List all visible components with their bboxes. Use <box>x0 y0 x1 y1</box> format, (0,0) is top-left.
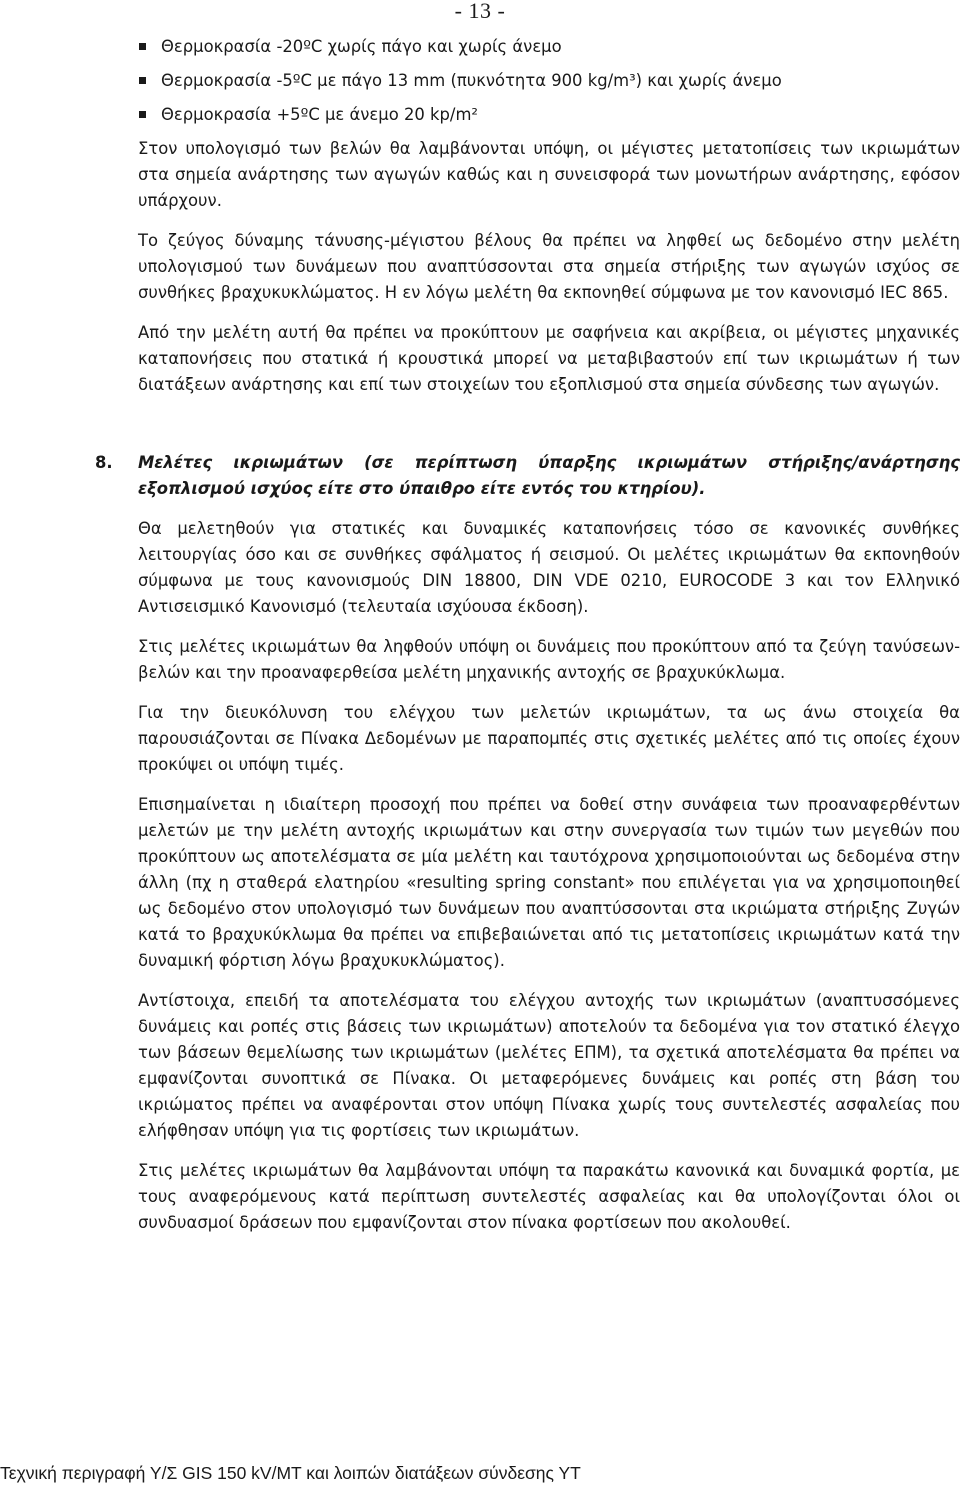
square-bullet-icon <box>139 77 146 84</box>
document-body <box>95 34 960 1250</box>
paragraph: Για την διευκόλυνση του ελέγχου των μελετών ικριωμάτων, τα ως άνω στοιχεία θα παρουσιάζονται σε Πίνακα Δεδομένων με παραπομπές στις σχετικές μελέτες από τις οποίες έχουν προκύψει οι υπόψη τιμές. <box>138 703 960 774</box>
paragraph: Στις μελέτες ικριωμάτων θα ληφθούν υπόψη οι δυνάμεις που προκύπτουν από τα ζεύγη τανύσεων-βελών και την προαναφερθείσα μελέτη μηχανικής αντοχής σε βραχυκύκλωμα. <box>138 637 960 682</box>
list-item-text: Θερμοκρασία +5ºC με άνεμο 20 kp/m² <box>161 105 478 124</box>
paragraph: Στις μελέτες ικριωμάτων θα λαμβάνονται υπόψη τα παρακάτω κανονικά και δυναμικά φορτία, με τους αναφερόμενους κατά περίπτωση συντελεστές ασφαλείας και θα υπολογίζονται όλοι οι συνδυασμοί δράσεων που εμφανίζονται στον πίνακα φορτίσεων που ακολουθεί. <box>138 1161 960 1232</box>
page-footer: Τεχνική περιγραφή Υ/Σ GIS 150 kV/MT και λοιπών διατάξεων σύνδεσης ΥΤ <box>0 1463 581 1483</box>
square-bullet-icon <box>139 111 146 118</box>
page-number: - 13 - <box>454 0 506 23</box>
section-title: Μελέτες ικριωμάτων (σε περίπτωση ύπαρξης ικριωμάτων στήριξης/ανάρτησης εξοπλισμού ισχύος είτε στο ύπαιθρο είτε εντός του κτηρίου). <box>138 453 960 498</box>
list-item <box>138 68 960 94</box>
paragraph: Θα μελετηθούν για στατικές και δυναμικές καταπονήσεις τόσο σε κανονικές συνθήκες λειτουργίας όσο και σε συνθήκες σφάλματος ή σεισμού. Οι μελέτες ικριωμάτων θα εκπονηθούν σύμφωνα με τους κανονισμούς DIN 18800, DIN VDE 0210, EUROCODE 3 και τον Ελληνικό Αντισεισμικό Κανονισμό (τελευταία ισχύουσα έκδοση). <box>138 519 960 616</box>
section-heading <box>95 450 960 502</box>
paragraph: Στον υπολογισμό των βελών θα λαμβάνονται υπόψη, οι μέγιστες μετατοπίσεις των ικριωμάτων στα σημεία ανάρτησης των αγωγών καθώς και η συνεισφορά των μονωτήρων ανάρτησης, εφόσον υπάρχουν. <box>138 139 960 210</box>
list-item <box>138 34 960 60</box>
list-item-text: Θερμοκρασία -5ºC με πάγο 13 mm (πυκνότητα 900 kg/m³) και χωρίς άνεμο <box>161 71 782 90</box>
paragraph: Από την μελέτη αυτή θα πρέπει να προκύπτουν με σαφήνεια και ακρίβεια, οι μέγιστες μηχανικές καταπονήσεις που στατικά ή κρουστικά μπορεί να μεταβιβαστούν επί των ικριωμάτων ή των διατάξεων ανάρτησης και επί των στοιχείων του εξοπλισμού στα σημεία σύνδεσης των αγωγών. <box>138 323 960 394</box>
list-item <box>138 102 960 128</box>
list-item-text: Θερμοκρασία -20ºC χωρίς πάγο και χωρίς άνεμο <box>161 37 562 56</box>
paragraph: Το ζεύγος δύναμης τάνυσης-μέγιστου βέλους θα πρέπει να ληφθεί ως δεδομένο στην μελέτη υπολογισμού των δυνάμεων που αναπτύσσονται στα σημεία στήριξης των αγωγών ισχύος σε συνθήκες βραχυκυκλώματος. Η εν λόγω μελέτη θα εκπονηθεί σύμφωνα με τον κανονισμό IEC 865. <box>138 231 960 302</box>
square-bullet-icon <box>139 43 146 50</box>
paragraph: Αντίστοιχα, επειδή τα αποτελέσματα του ελέγχου αντοχής των ικριωμάτων (αναπτυσσόμενες δυνάμεις και ροπές στις βάσεις των ικριωμάτων) αποτελούν τα δεδομένα για τον στατικό έλεγχο των βάσεων θεμελίωσης των ικριωμάτων (μελέτες ΕΠΜ), τα σχετικά αποτελέσματα θα πρέπει να εμφανίζονται συνοπτικά σε Πίνακα. Οι μεταφερόμενες δυνάμεις και ροπές στη βάση του ικριώματος πρέπει να αναφέρονται στον υπόψη Πίνακα χωρίς τους συντελεστές ασφαλείας που ελήφθησαν υπόψη για τις φορτίσεις των ικριωμάτων. <box>138 991 960 1140</box>
section-number: 8. <box>95 453 113 472</box>
conditions-list <box>138 34 960 128</box>
paragraph: Επισημαίνεται η ιδιαίτερη προσοχή που πρέπει να δοθεί στην συνάφεια των προαναφερθέντων μελετών με την μελέτη αντοχής ικριωμάτων και στην συνεργασία των τιμών των μεγεθών που προκύπτουν ως αποτελέσματα σε μία μελέτη και ταυτόχρονα χρησιμοποιούνται ως δεδομένα στην άλλη (πχ η σταθερά ελατηρίου «resulting spring constant» που επιλέγεται για να χρησιμοποιηθεί ως δεδομένο στον υπολογισμό των δυνάμεων που αναπτύσσονται στα ικριώματα στήριξης Ζυγών κατά το βραχυκύκλωμα θα πρέπει να επιβεβαιώνεται από τις μετατοπίσεις ικριωμάτων κατά την δυναμική φόρτιση λόγω βραχυκυκλώματος). <box>138 795 960 970</box>
